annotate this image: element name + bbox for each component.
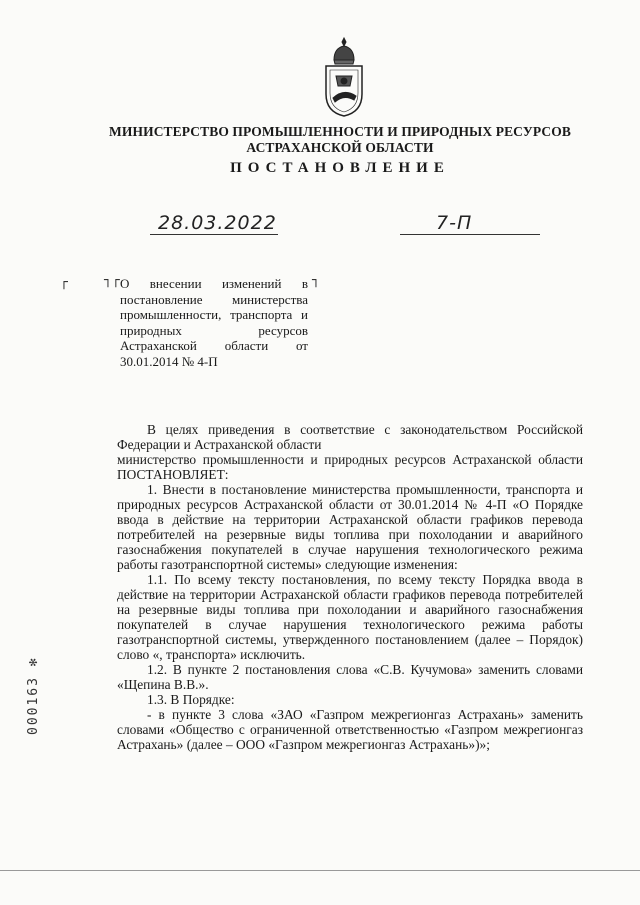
- clause-1-3: 1.3. В Порядке:: [147, 692, 235, 707]
- resolution-paragraph: министерство промышленности и природных ресурсов Астраханской области ПОСТАНОВЛЯЕТ:: [117, 452, 583, 482]
- serial-stamp: 000163 ✻: [26, 656, 41, 735]
- number-underline: [400, 234, 540, 235]
- clause-1-1: 1.1. По всему тексту постановления, по всему тексту Порядка ввода в действие на территории Астраханской области графиков перевода потребителей на резервные виды топлива при похолодании и аварийного газоснабжения покупателей в случае нарушения технологического режима работы газотранспортной системы, утвержденного постановлением (далее – Порядок) слово «, транспорта» исключить.: [117, 572, 583, 662]
- document-body: [117, 422, 583, 752]
- document-number: 7-П: [436, 212, 473, 234]
- document-type-title: ПОСТАНОВЛЕНИЕ: [230, 160, 450, 176]
- ministry-name-line2: АСТРАХАНСКОЙ ОБЛАСТИ: [246, 140, 434, 155]
- document-subject: О внесении изменений в постановление министерства промышленности, транспорта и природных ресурсов Астраханской области от 30.01.2014 № 4-П: [120, 276, 308, 369]
- clause-1: 1. Внести в постановление министерства промышленности, транспорта и природных ресурсов Астраханской области от 30.01.2014 № 4-П «О Порядке ввода в действие на территории Астраханской области графиков перевода потребителей на резервные виды топлива при похолодании и аварийного газоснабжения покупателей в случае нарушения технологического режима работы газотранспортной системы» следующие изменения:: [117, 482, 583, 572]
- clause-1-2: 1.2. В пункте 2 постановления слова «С.В. Кучумова» заменить словами «Щепина В.В.».: [117, 662, 583, 692]
- corner-mark-subject-right: ┐: [312, 273, 320, 288]
- coat-of-arms-icon: [320, 36, 368, 118]
- document-date: 28.03.2022: [158, 212, 277, 234]
- page-bottom-edge: [0, 870, 640, 871]
- preamble-paragraph: В целях приведения в соответствие с законодательством Российской Федерации и Астраханской области: [117, 422, 583, 452]
- date-underline: [150, 234, 278, 235]
- clause-1-3-item: - в пункте 3 слова «ЗАО «Газпром межрегионгаз Астрахань» заменить словами «Общество с ограниченной ответственностью «Газпром межрегионгаз Астрахань» (далее – ООО «Газпром межрегионгаз Астрахань»)»;: [117, 707, 583, 752]
- corner-mark-subject-left: ┐┌: [104, 273, 120, 288]
- ministry-name-line1: МИНИСТЕРСТВО ПРОМЫШЛЕННОСТИ И ПРИРОДНЫХ РЕСУРСОВ: [109, 124, 571, 139]
- corner-mark-left: ┌: [60, 275, 68, 290]
